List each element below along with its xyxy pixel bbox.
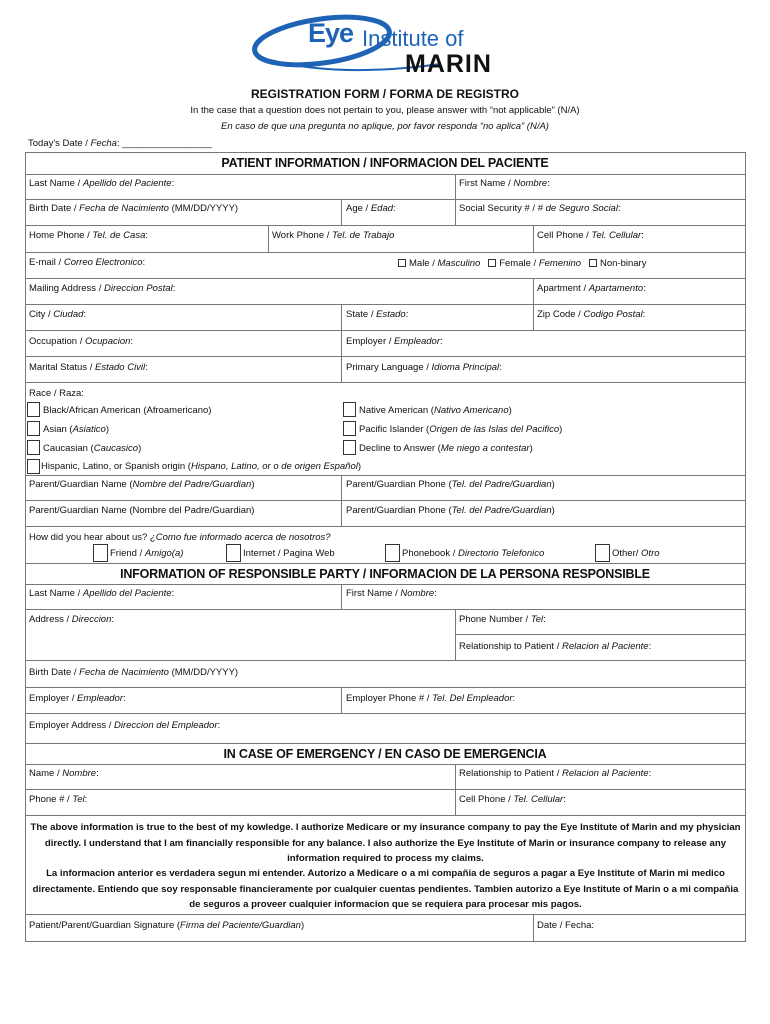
divider [25, 914, 746, 915]
patient-work-phone-field[interactable] [272, 230, 394, 241]
label-es: Tel. de Trabajo [332, 230, 395, 241]
label: Mailing Address / [29, 283, 104, 294]
todays-date-field[interactable] [28, 138, 212, 149]
male-checkbox[interactable] [398, 259, 406, 267]
label: Caucasian ( [43, 443, 94, 454]
divider [341, 687, 342, 713]
label-es: Codigo Postal [583, 309, 643, 320]
patient-email-field[interactable]: E-mail / Correo Electronico: [29, 257, 146, 268]
divider [25, 526, 746, 527]
patient-employer-field[interactable]: Employer / Empleador: [346, 336, 443, 347]
label-es: Tel. del Padre/Guardian [451, 479, 552, 490]
responsible-employer-phone-field[interactable]: Employer Phone # / Tel. Del Empleador: [346, 693, 516, 704]
responsible-birth-date-field[interactable] [29, 667, 238, 678]
label: Parent/Guardian Phone ( [346, 505, 452, 516]
emergency-name-field[interactable]: Name / Nombre: [29, 768, 99, 779]
label: Last Name / [29, 588, 83, 599]
divider [25, 815, 746, 816]
patient-zip-field[interactable]: Zip Code / Codigo Postal: [537, 309, 646, 320]
nonbinary-checkbox[interactable] [589, 259, 597, 267]
responsible-first-name-field[interactable]: First Name / Nombre: [346, 588, 437, 599]
gender-options [398, 258, 646, 269]
responsible-employer-field[interactable]: Employer / Empleador: [29, 693, 126, 704]
todays-date-label: Today's Date / [28, 138, 91, 149]
race-native-checkbox[interactable] [343, 402, 356, 417]
patient-ssn-field[interactable]: Social Security # / # de Seguro Social: [459, 203, 621, 214]
hear-other-checkbox[interactable] [595, 544, 610, 562]
divider [455, 174, 456, 199]
race-pacific-checkbox[interactable] [343, 421, 356, 436]
hear-friend-checkbox[interactable] [93, 544, 108, 562]
label-end: ) [529, 443, 533, 454]
female-checkbox[interactable] [488, 259, 496, 267]
divider [25, 278, 746, 279]
patient-heading: PATIENT INFORMATION / INFORMACION DEL PACIENTE [221, 156, 549, 170]
divider [25, 356, 746, 357]
divider [341, 304, 342, 330]
divider [25, 713, 746, 714]
label: Non-binary [600, 258, 647, 269]
label-es: Caucasico [93, 443, 139, 454]
label: Phone Number / [459, 614, 531, 625]
responsible-heading: INFORMATION OF RESPONSIBLE PARTY / INFORMACION DE LA PERSONA RESPONSIBLE [120, 567, 650, 581]
guardian-name-field[interactable] [29, 479, 255, 490]
divider [25, 500, 746, 501]
label: Relationship to Patient / [459, 768, 562, 779]
label: Apartment / [537, 283, 589, 294]
label-es: Nombre [513, 178, 548, 189]
label: Name / [29, 768, 63, 779]
label-end: ) [138, 443, 142, 454]
label: First Name / [459, 178, 514, 189]
patient-age-field[interactable]: Age / Edad: [346, 203, 396, 214]
label: Birth Date / [29, 667, 80, 678]
logo-eye: Eye [308, 18, 354, 48]
divider [341, 199, 342, 225]
divider [25, 199, 746, 200]
divider [25, 584, 746, 585]
label: Male / [409, 258, 438, 269]
label: Other/ [612, 548, 642, 559]
label-es: Firma del Paciente/Guardian [180, 920, 301, 931]
label: Cell Phone / [537, 230, 592, 241]
label: Pacific Islander ( [359, 424, 430, 435]
race-decline-label [359, 443, 533, 454]
patient-last-name-field[interactable]: Last Name / Apellido del Paciente: [29, 178, 175, 189]
emergency-cell-field[interactable]: Cell Phone / Tel. Cellular: [459, 794, 566, 805]
hear-internet-checkbox[interactable] [226, 544, 241, 562]
form-title: REGISTRATION FORM / FORMA DE REGISTRO [251, 87, 519, 101]
label-es: Relacion al Paciente [561, 768, 649, 779]
label: Age / [346, 203, 371, 214]
label-end: ) [300, 920, 305, 931]
label-es: Hispano, Latino, or o de origen Español [190, 461, 358, 472]
responsible-address-field[interactable]: Address / Direccion: [29, 614, 115, 625]
hear-other-label [612, 548, 660, 559]
patient-city-field[interactable]: City / Ciudad: [29, 309, 87, 320]
label-es: Edad [370, 203, 394, 214]
label-es: Tel. Cellular [591, 230, 642, 241]
label: Primary Language / [346, 362, 432, 373]
label-es: Tel. Cellular [513, 794, 564, 805]
divider [25, 743, 746, 744]
label-es: Apellido del Paciente [82, 178, 172, 189]
divider [455, 634, 746, 635]
guardian-phone-field[interactable] [346, 479, 555, 490]
divider [25, 382, 746, 383]
label: First Name / [346, 588, 401, 599]
label-end: ) [508, 405, 512, 416]
emergency-relationship-field[interactable]: Relationship to Patient / Relacion al Paciente: [459, 768, 652, 779]
label-es: Origen de las Islas del Pacifico [429, 424, 560, 435]
divider [533, 278, 534, 304]
label-es: Nombre [400, 588, 435, 599]
hear-internet-label: Internet / Pagina Web [243, 548, 335, 559]
hear-phonebook-checkbox[interactable] [385, 544, 400, 562]
label: Employer Address / [29, 720, 115, 731]
label: Occupation / [29, 336, 85, 347]
label-es: Tel [72, 794, 85, 805]
guardian-phone-2-field[interactable] [346, 505, 555, 516]
label: Hispanic, Latino, or Spanish origin ( [41, 461, 191, 472]
label-es: Ciudad [53, 309, 84, 320]
label: Employer / [346, 336, 395, 347]
label-es: Direccion Postal [103, 283, 173, 294]
race-caucasian-checkbox[interactable] [27, 440, 40, 455]
patient-first-name-field[interactable]: First Name / Nombre: [459, 178, 550, 189]
divider [25, 475, 746, 476]
label: E-mail / [29, 257, 64, 268]
label: Employer / [29, 693, 78, 704]
label-es: Correo Electronico [63, 257, 143, 268]
label-es: Fecha de Nacimiento [79, 203, 169, 214]
responsible-last-name-field[interactable]: Last Name / Apellido del Paciente: [29, 588, 175, 599]
patient-mailing-field[interactable]: Mailing Address / Direccion Postal: [29, 283, 176, 294]
label-es: Apellido del Paciente [82, 588, 172, 599]
label-es: Masculino [437, 258, 481, 269]
divider [25, 174, 746, 175]
race-black-label: Black/African American (Afroamericano) [43, 405, 212, 416]
race-decline-checkbox[interactable] [343, 440, 356, 455]
logo-marin: MARIN [405, 50, 492, 78]
label: Native American ( [359, 405, 434, 416]
label-es: Me niego a contestar [440, 443, 530, 454]
divider [25, 252, 746, 253]
label: Female / [499, 258, 539, 269]
divider [341, 475, 342, 526]
label-es: Directorio Telefonico [458, 548, 545, 559]
label-end: ) [559, 424, 563, 435]
race-asian-checkbox[interactable] [27, 421, 40, 436]
patient-state-field[interactable]: State / Estado: [346, 309, 409, 320]
subtitle-en: In the case that a question does not pertain to you, please answer with “not applicable” (N/A) [190, 105, 580, 116]
emergency-phone-field[interactable]: Phone # / Tel: [29, 794, 88, 805]
logo-institute-of: Institute of [362, 26, 464, 51]
label-es: Otro [641, 548, 660, 559]
label: Marital Status / [29, 362, 95, 373]
patient-birth-date-field[interactable] [29, 203, 238, 214]
race-hispanic-label [41, 461, 361, 472]
divider [341, 330, 342, 382]
label: Phone # / [29, 794, 73, 805]
fecha-label: Fecha [90, 138, 117, 149]
responsible-employer-address-field[interactable]: Employer Address / Direccion del Empleador: [29, 720, 221, 731]
label-es: Fecha de Nacimiento [79, 667, 169, 678]
label-end: ) [551, 479, 555, 490]
divider [455, 609, 456, 660]
label-end: ) [551, 505, 555, 516]
label-es: ¿Como fue informado acerca de nosotros? [149, 532, 331, 543]
label: Home Phone / [29, 230, 93, 241]
label-es: Direccion [71, 614, 112, 625]
race-pacific-label [359, 424, 562, 435]
race-black-checkbox[interactable] [27, 402, 40, 417]
divider [341, 584, 342, 609]
label-es: Nativo Americano [433, 405, 509, 416]
label-es: Nombre [62, 768, 97, 779]
label: Social Security # / [459, 203, 538, 214]
race-label: Race / Raza: [29, 388, 84, 399]
label: Parent/Guardian Name ( [29, 479, 133, 490]
label-end: ) [357, 461, 362, 472]
nonbinary-option[interactable] [589, 258, 646, 269]
label-es: Apartamento [588, 283, 644, 294]
label-es: Tel. del Padre/Guardian [451, 505, 552, 516]
patient-occupation-field[interactable]: Occupation / Ocupacion: [29, 336, 134, 347]
signature-field[interactable] [29, 920, 304, 931]
divider [25, 764, 746, 765]
male-option[interactable] [398, 258, 480, 269]
responsible-phone-field[interactable]: Phone Number / Tel: [459, 614, 546, 625]
label: Birth Date / [29, 203, 80, 214]
label-es: Idioma Principal [431, 362, 500, 373]
hear-friend-label [110, 548, 183, 559]
female-option[interactable] [488, 258, 581, 269]
patient-apartment-field[interactable]: Apartment / Apartamento: [537, 283, 646, 294]
divider [533, 225, 534, 252]
logo [250, 8, 530, 78]
label-es: # de Seguro Social [537, 203, 618, 214]
hear-phonebook-label [402, 548, 544, 559]
label: Patient/Parent/Guardian Signature ( [29, 920, 181, 931]
label: Relationship to Patient / [459, 641, 562, 652]
race-caucasian-label [43, 443, 141, 454]
label-es: Femenino [538, 258, 582, 269]
race-native-label [359, 405, 512, 416]
label-end: ) [251, 479, 255, 490]
date-blank: : _________________ [116, 138, 213, 149]
label-es: Estado [376, 309, 406, 320]
label-es: Tel. de Casa [92, 230, 146, 241]
divider [455, 764, 456, 815]
label-es: Relacion al Paciente [561, 641, 649, 652]
divider [25, 660, 746, 661]
label-fmt: (MM/DD/YYYY) [168, 203, 239, 214]
hear-question [29, 532, 331, 543]
label: Phonebook / [402, 548, 458, 559]
label-es: Tel. Del Empleador [432, 693, 513, 704]
divider [25, 609, 746, 610]
label-es: Asiatico [72, 424, 106, 435]
divider [25, 304, 746, 305]
divider [533, 914, 534, 942]
label-es: Empleador [77, 693, 123, 704]
guardian-name-2-field[interactable]: Parent/Guardian Name (Nombre del Padre/Guardian) [29, 505, 255, 516]
label-es: Nombre del Padre/Guardian [132, 479, 252, 490]
label: Friend / [110, 548, 145, 559]
label: Cell Phone / [459, 794, 514, 805]
label-es: Amigo(a) [144, 548, 184, 559]
divider [25, 563, 746, 564]
label-es: Ocupacion [84, 336, 131, 347]
signature-date-field[interactable]: Date / Fecha: [537, 920, 595, 931]
label-es: Direccion del Empleador [114, 720, 218, 731]
emergency-heading: IN CASE OF EMERGENCY / EN CASO DE EMERGENCIA [223, 747, 547, 761]
divider [25, 687, 746, 688]
label: Last Name / [29, 178, 83, 189]
label-fmt: (MM/DD/YYYY) [168, 667, 239, 678]
divider [455, 199, 456, 225]
consent-es: La informacion anterior es verdadera segun mi entender. Autorizo a Medicare o a mi compañia de seguros a pagar a Eye Institute of Marin mi medico directamente. Entiendo que soy responsable financieramente por cualquier cuentas pendientes. Tambien autorizo a Eye Institute of Marin o a mi compañia de seguros a proveer cualquier informacion que se requiera para procesar mis pagos. [32, 868, 739, 910]
divider [533, 304, 534, 330]
label: City / [29, 309, 54, 320]
label-es: Empleador [394, 336, 440, 347]
divider [268, 225, 269, 252]
label: Asian ( [43, 424, 73, 435]
label: Zip Code / [537, 309, 584, 320]
divider [25, 225, 746, 226]
consent-en: The above information is true to the best of my kowledge. I authorize Medicare or my insurance company to pay the Eye Institute of Marin and my physician directly. I understand that I am financially responsible for any balance. I also authorize the Eye Institute of Marin or insurance company to release any information required to process my claims. [30, 822, 741, 864]
subtitle-es: En caso de que una pregunta no aplique, por favor responda “no aplica” (N/A) [221, 121, 549, 132]
divider [25, 330, 746, 331]
patient-language-field[interactable]: Primary Language / Idioma Principal: [346, 362, 502, 373]
patient-marital-field[interactable]: Marital Status / Estado Civil: [29, 362, 148, 373]
patient-cell-phone-field[interactable]: Cell Phone / Tel. Cellular: [537, 230, 644, 241]
label: Decline to Answer ( [359, 443, 441, 454]
label-end: ) [105, 424, 110, 435]
responsible-relationship-field[interactable]: Relationship to Patient / Relacion al Paciente: [459, 641, 652, 652]
label: Parent/Guardian Phone ( [346, 479, 452, 490]
race-hispanic-checkbox[interactable] [27, 459, 40, 474]
divider [25, 789, 746, 790]
patient-home-phone-field[interactable]: Home Phone / Tel. de Casa: [29, 230, 149, 241]
label: How did you hear about us? [29, 532, 150, 543]
race-asian-label [43, 424, 109, 435]
label-es: Estado Civil [95, 362, 146, 373]
label-es: Tel [530, 614, 544, 625]
label: State / [346, 309, 377, 320]
label: Address / [29, 614, 72, 625]
label: Work Phone / [272, 230, 333, 241]
label: Employer Phone # / [346, 693, 433, 704]
